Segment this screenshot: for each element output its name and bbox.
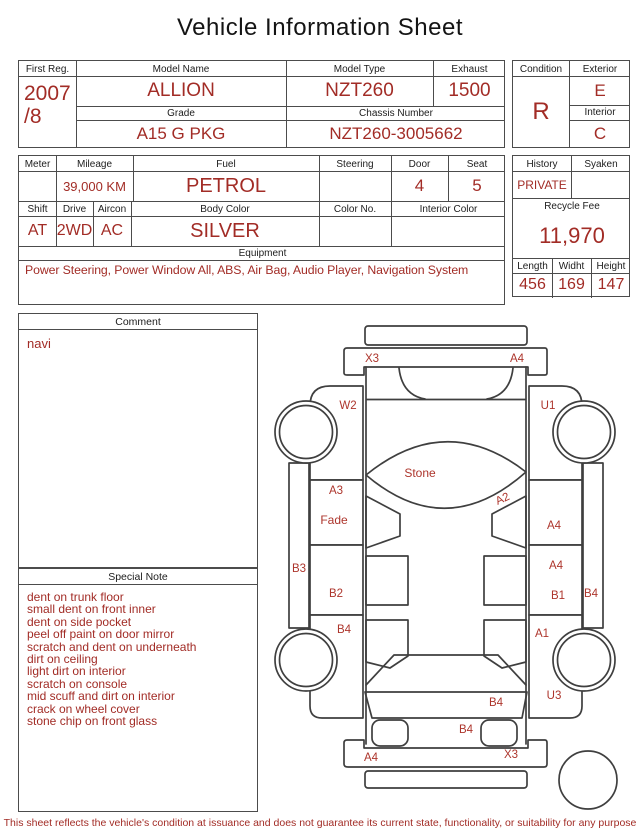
first-reg-year: 2007 <box>24 82 71 105</box>
spec-table-main <box>18 155 505 305</box>
right-rear-door <box>529 545 582 615</box>
damage-marker: A4 <box>509 353 525 365</box>
meter-label: Meter <box>24 158 51 170</box>
right-sill <box>583 463 603 628</box>
damage-marker: A4 <box>546 520 562 532</box>
special-note-item: dent on side pocket <box>27 614 132 629</box>
chassis-number-value: NZT260-3005662 <box>329 124 463 143</box>
page-title: Vehicle Information Sheet <box>176 14 463 41</box>
first-reg-label: First Reg. <box>25 63 70 75</box>
length-label: Length <box>517 260 548 272</box>
rear-lamp-right <box>481 720 517 746</box>
damage-marker: X3 <box>503 749 519 761</box>
special-note-item: peel off paint on door mirror <box>27 627 175 642</box>
color-no-label: Color No. <box>333 203 377 215</box>
top-table-main <box>18 60 505 148</box>
damage-marker: U3 <box>546 690 562 702</box>
interior-color-label: Interior Color <box>419 203 478 215</box>
first-reg-value <box>24 82 71 128</box>
special-note-item: scratch and dent on underneath <box>27 639 197 654</box>
height-value: 147 <box>597 276 625 293</box>
drive-value: 2WD <box>56 222 93 239</box>
condition-label: Condition <box>519 63 563 75</box>
condition-value: R <box>532 97 550 125</box>
damage-marker: B1 <box>550 590 566 602</box>
damage-marker: U1 <box>540 400 556 412</box>
damage-marker: B2 <box>328 588 344 600</box>
damage-marker: A4 <box>363 752 379 764</box>
front-left-wheel <box>275 401 337 463</box>
chassis-number-label: Chassis Number <box>359 107 433 119</box>
aircon-label: Aircon <box>97 203 127 215</box>
length-value: 456 <box>519 276 546 293</box>
special-note-item: crack on wheel cover <box>27 701 140 716</box>
damage-marker: A3 <box>328 485 344 497</box>
comment-value: navi <box>27 336 51 351</box>
rear-left-wheel <box>275 629 337 691</box>
damage-marker: A4 <box>548 560 564 572</box>
disclaimer-text: This sheet reflects the vehicle's condition at issuance and does not guarantee its current state, functionality, or suitability for any purpose <box>3 817 637 829</box>
model-type-label: Model Type <box>333 63 386 75</box>
door-value: 4 <box>414 176 425 195</box>
model-type-value: NZT260 <box>325 80 394 101</box>
grade-label: Grade <box>167 107 195 119</box>
hood-arc-left <box>399 368 425 399</box>
left-rear-door <box>310 545 363 615</box>
damage-marker: Fade <box>320 513 348 527</box>
shift-label: Shift <box>27 203 48 215</box>
exhaust-value: 1500 <box>448 80 491 101</box>
comment-box <box>18 313 258 568</box>
right-quarter-window <box>484 620 526 668</box>
rear-right-wheel <box>553 629 615 691</box>
special-note-item: small dent on front inner <box>27 602 156 617</box>
width-value: 169 <box>558 276 585 293</box>
exterior-value: E <box>594 80 606 100</box>
aircon-value: AC <box>100 222 124 239</box>
left-rear-window <box>366 556 408 605</box>
right-rear-window <box>484 556 526 605</box>
syaken-label: Syaken <box>584 158 618 170</box>
mileage-value: 39,000 KM <box>63 178 126 194</box>
fuel-value: PETROL <box>185 174 267 197</box>
left-front-window <box>366 496 400 548</box>
top-table-condition <box>512 60 630 148</box>
damage-marker: X3 <box>364 353 380 365</box>
history-label: History <box>526 158 558 170</box>
damage-marker: A2 <box>493 490 512 508</box>
history-value: PRIVATE <box>517 177 567 192</box>
special-note-item: light dirt on interior <box>27 664 126 679</box>
special-note-item: dirt on ceiling <box>27 652 98 667</box>
front-right-wheel <box>553 401 615 463</box>
fuel-label: Fuel <box>216 158 236 170</box>
damage-marker: B4 <box>458 724 474 736</box>
damage-marker: B4 <box>488 697 504 709</box>
rear-lamp-left <box>372 720 408 746</box>
recycle-fee-value: 11,970 <box>539 222 605 248</box>
width-label: Widht <box>558 260 585 272</box>
left-quarter-window <box>366 620 408 668</box>
mileage-label: Mileage <box>76 158 113 170</box>
special-note-item: dent on trunk floor <box>27 590 124 604</box>
drive-label: Drive <box>62 203 87 215</box>
special-note-list <box>27 591 253 727</box>
damage-marker: Stone <box>404 466 436 480</box>
hood-arc-right <box>487 368 513 399</box>
shift-value: AT <box>27 222 48 239</box>
divider <box>19 260 504 261</box>
front-grille-strip <box>365 326 527 345</box>
seat-value: 5 <box>472 176 482 195</box>
right-front-door <box>529 480 582 545</box>
special-note-item: stone chip on front glass <box>27 714 158 729</box>
special-note-box <box>18 568 258 812</box>
damage-marker: B4 <box>583 588 599 600</box>
model-name-value: ALLION <box>147 80 215 101</box>
special-note-item: mid scuff and dirt on interior <box>27 689 175 704</box>
history-table <box>512 155 630 297</box>
rear-strip <box>365 771 527 788</box>
body-color-label: Body Color <box>200 203 250 215</box>
comment-label: Comment <box>19 314 257 330</box>
interior-label: Interior <box>584 107 616 118</box>
interior-value: C <box>593 124 607 143</box>
steering-label: Steering <box>336 158 374 170</box>
door-label: Door <box>408 158 431 170</box>
damage-marker: B3 <box>291 563 307 575</box>
seat-label: Seat <box>466 158 488 170</box>
special-note-item: scratch on console <box>27 676 128 691</box>
damage-marker: B4 <box>336 624 352 636</box>
spare-wheel <box>559 751 617 809</box>
body-color-value: SILVER <box>190 219 260 242</box>
vehicle-damage-diagram <box>270 310 640 815</box>
left-sill <box>289 463 309 628</box>
equipment-value: Power Steering, Power Window All, ABS, Air Bag, Audio Player, Navigation System <box>25 263 469 277</box>
exhaust-label: Exhaust <box>451 63 488 75</box>
special-note-label: Special Note <box>19 569 257 585</box>
grade-value: A15 G PKG <box>136 124 226 143</box>
exterior-label: Exterior <box>582 63 618 75</box>
recycle-fee-label: Recycle Fee <box>544 200 600 212</box>
damage-marker: A1 <box>534 628 550 640</box>
damage-marker: W2 <box>339 400 357 412</box>
first-reg-month: /8 <box>24 105 42 128</box>
model-name-label: Model Name <box>152 63 210 75</box>
rear-window-glass <box>366 655 526 685</box>
equipment-label: Equipment <box>238 248 287 259</box>
height-label: Height <box>596 260 626 272</box>
